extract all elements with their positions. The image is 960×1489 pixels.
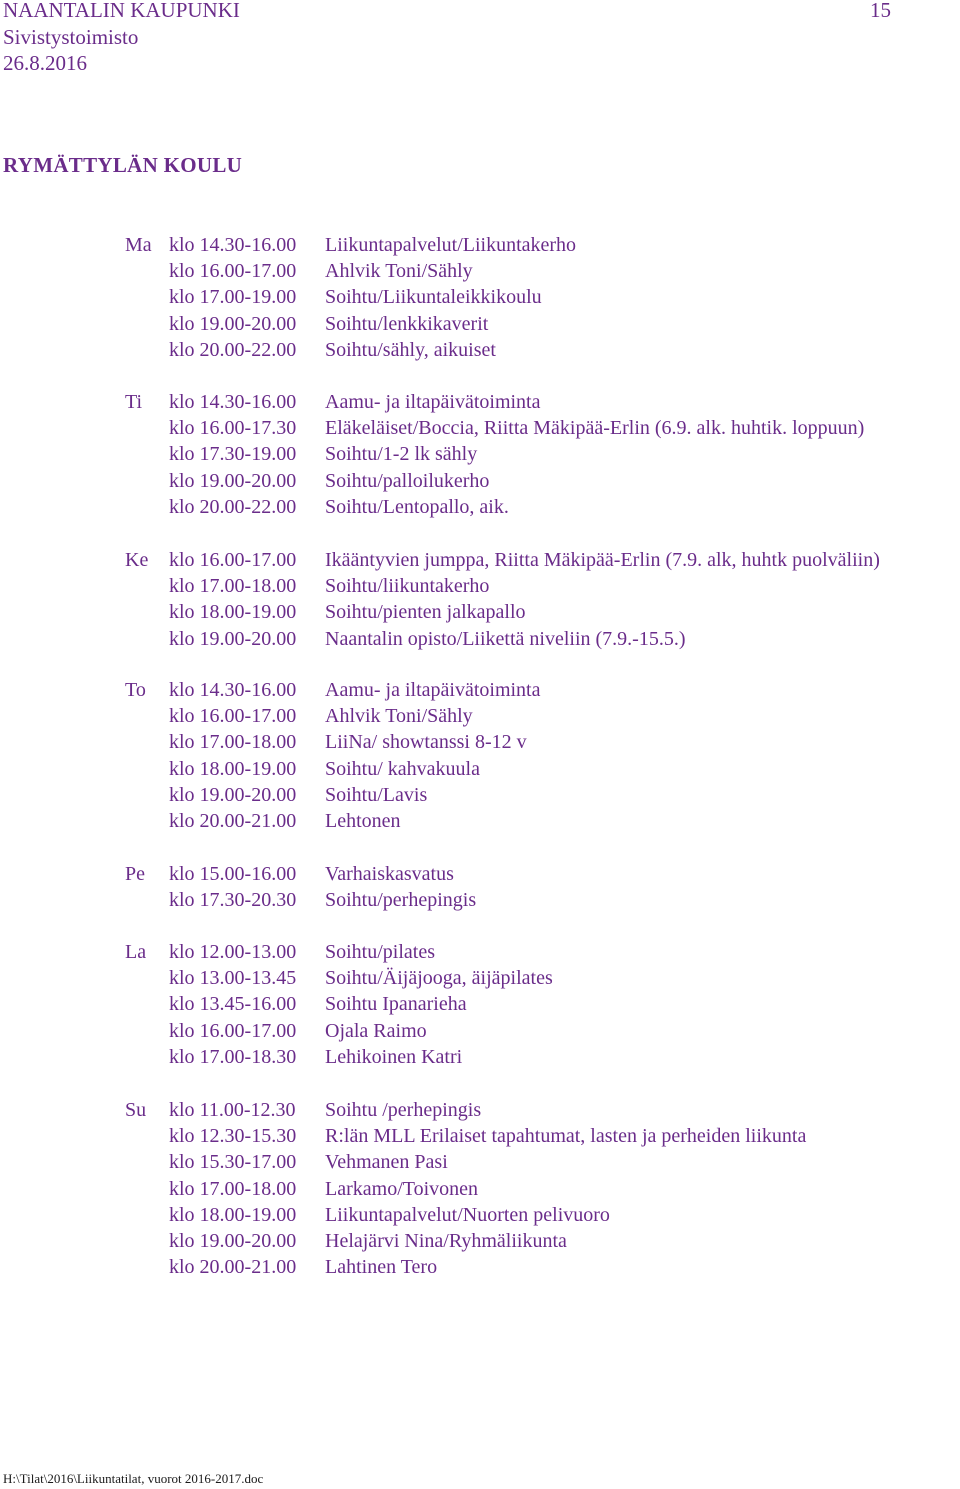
time-slot: klo 13.45-16.00: [169, 993, 297, 1015]
activity: Ahlvik Toni/Sähly: [325, 260, 473, 282]
time-slot: klo 18.00-19.00: [169, 758, 297, 780]
activity: Vehmanen Pasi: [325, 1151, 448, 1173]
activity: LiiNa/ showtanssi 8-12 v: [325, 731, 527, 753]
day-label: To: [125, 679, 146, 701]
activity: Soihtu Ipanarieha: [325, 993, 467, 1015]
activity: Lehtonen: [325, 810, 401, 832]
time-slot: klo 18.00-19.00: [169, 1204, 297, 1226]
time-slot: klo 16.00-17.00: [169, 1020, 297, 1042]
activity: Soihtu/lenkkikaverit: [325, 313, 489, 335]
time-slot: klo 19.00-20.00: [169, 784, 297, 806]
time-slot: klo 17.00-19.00: [169, 286, 297, 308]
time-slot: klo 11.00-12.30: [169, 1099, 296, 1121]
activity: Soihtu/sähly, aikuiset: [325, 339, 496, 361]
time-slot: klo 16.00-17.00: [169, 549, 297, 571]
time-slot: klo 18.00-19.00: [169, 601, 297, 623]
activity: Liikuntapalvelut/Liikuntakerho: [325, 234, 577, 256]
activity: Aamu- ja iltapäivätoiminta: [325, 679, 541, 701]
activity: Soihtu/liikuntakerho: [325, 575, 490, 597]
header-date: 26.8.2016: [3, 51, 87, 75]
day-label: Su: [125, 1099, 147, 1121]
footer-path: H:\Tilat\2016\Liikuntatilat, vuorot 2016-2017.doc: [3, 1471, 264, 1486]
activity: Lahtinen Tero: [325, 1256, 438, 1278]
activity: Eläkeläiset/Boccia, Riitta Mäkipää-Erlin (6.9. alk. huhtik. loppuun): [325, 417, 865, 439]
activity: Liikuntapalvelut/Nuorten pelivuoro: [325, 1204, 610, 1226]
time-slot: klo 17.00-18.30: [169, 1046, 297, 1068]
activity: Soihtu/perhepingis: [325, 889, 477, 911]
activity: Helajärvi Nina/Ryhmäliikunta: [325, 1230, 567, 1252]
activity: Soihtu/pienten jalkapallo: [325, 601, 526, 623]
time-slot: klo 12.30-15.30: [169, 1125, 297, 1147]
time-slot: klo 13.00-13.45: [169, 967, 297, 989]
time-slot: klo 14.30-16.00: [169, 679, 297, 701]
activity: Soihtu/pilates: [325, 941, 435, 963]
activity: Soihtu/Lentopallo, aik.: [325, 496, 509, 518]
section-title: RYMÄTTYLÄN KOULU: [3, 153, 243, 177]
time-slot: klo 19.00-20.00: [169, 313, 297, 335]
activity: Naantalin opisto/Liikettä niveliin (7.9.-15.5.): [325, 628, 686, 650]
time-slot: klo 17.00-18.00: [169, 575, 297, 597]
time-slot: klo 20.00-21.00: [169, 1256, 297, 1278]
time-slot: klo 20.00-22.00: [169, 496, 297, 518]
time-slot: klo 20.00-21.00: [169, 810, 297, 832]
time-slot: klo 16.00-17.00: [169, 260, 297, 282]
day-label: Pe: [125, 863, 145, 885]
day-label: Ma: [125, 234, 152, 256]
time-slot: klo 15.30-17.00: [169, 1151, 297, 1173]
time-slot: klo 16.00-17.30: [169, 417, 297, 439]
activity: Soihtu/1-2 lk sähly: [325, 443, 478, 465]
time-slot: klo 17.00-18.00: [169, 731, 297, 753]
time-slot: klo 17.00-18.00: [169, 1178, 297, 1200]
time-slot: klo 15.00-16.00: [169, 863, 297, 885]
activity: Aamu- ja iltapäivätoiminta: [325, 391, 541, 413]
activity: Soihtu/Äijäjooga, äijäpilates: [325, 967, 553, 989]
header-org: NAANTALIN KAUPUNKI: [3, 0, 240, 22]
day-label: La: [125, 941, 147, 963]
header-dept: Sivistystoimisto: [3, 25, 139, 49]
activity: Soihtu/Lavis: [325, 784, 428, 806]
time-slot: klo 19.00-20.00: [169, 1230, 297, 1252]
activity: Soihtu/ kahvakuula: [325, 758, 480, 780]
activity: Ikääntyvien jumppa, Riitta Mäkipää-Erlin (7.9. alk, huhtk puolväliin): [325, 549, 880, 571]
activity: Soihtu/Liikuntaleikkikoulu: [325, 286, 542, 308]
day-label: Ke: [125, 549, 149, 571]
time-slot: klo 17.30-19.00: [169, 443, 297, 465]
time-slot: klo 14.30-16.00: [169, 391, 297, 413]
time-slot: klo 20.00-22.00: [169, 339, 297, 361]
time-slot: klo 17.30-20.30: [169, 889, 297, 911]
activity: Ojala Raimo: [325, 1020, 427, 1042]
activity: Larkamo/Toivonen: [325, 1178, 478, 1200]
activity: Varhaiskasvatus: [325, 863, 454, 885]
time-slot: klo 14.30-16.00: [169, 234, 297, 256]
time-slot: klo 16.00-17.00: [169, 705, 297, 727]
activity: R:län MLL Erilaiset tapahtumat, lasten ja perheiden liikunta: [325, 1125, 807, 1147]
activity: Ahlvik Toni/Sähly: [325, 705, 473, 727]
page-number: 15: [870, 0, 891, 22]
time-slot: klo 12.00-13.00: [169, 941, 297, 963]
activity: Soihtu /perhepingis: [325, 1099, 482, 1121]
day-label: Ti: [125, 391, 143, 413]
time-slot: klo 19.00-20.00: [169, 628, 297, 650]
activity: Lehikoinen Katri: [325, 1046, 463, 1068]
time-slot: klo 19.00-20.00: [169, 470, 297, 492]
activity: Soihtu/palloilukerho: [325, 470, 490, 492]
